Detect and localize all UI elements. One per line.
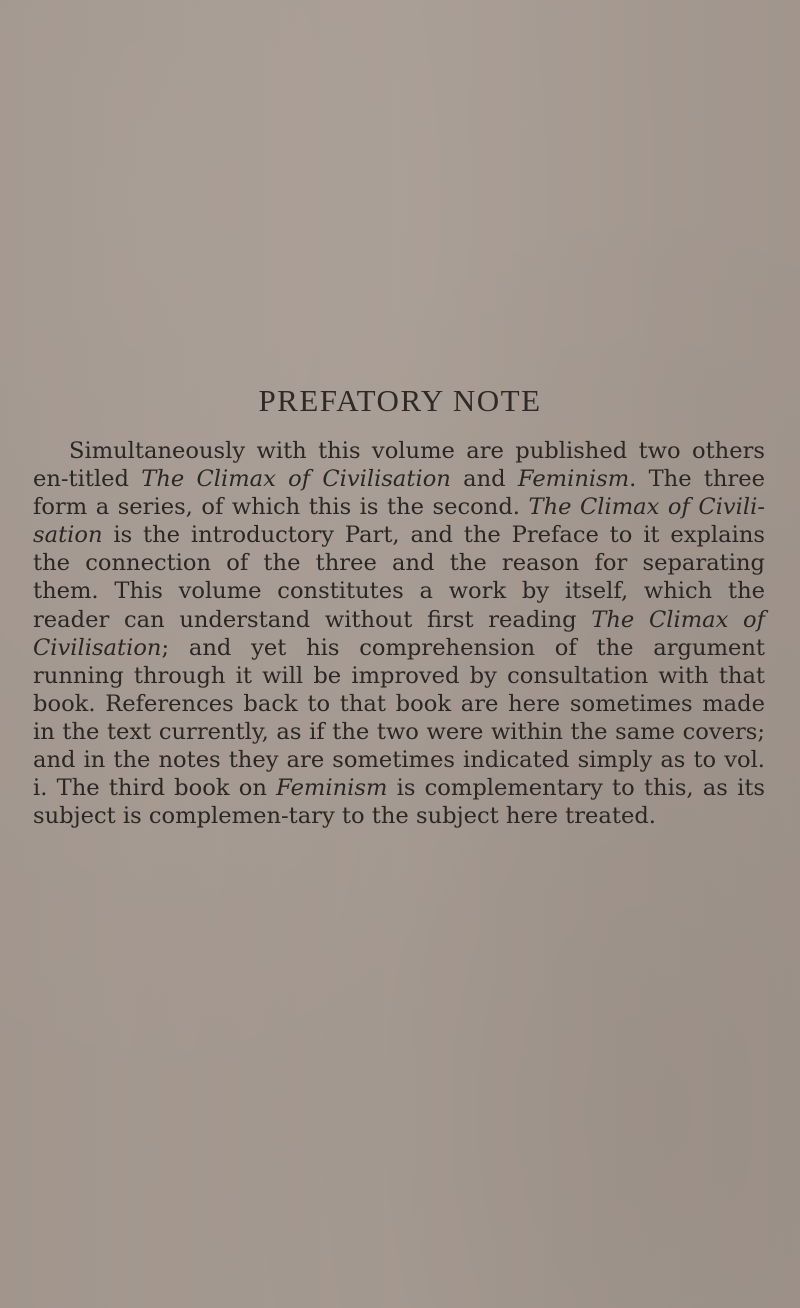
text-segment: is the introductory Part, and the Preface to it explains the connection of the three and the reason for separating them. This volume constitutes a work by itself, which the reader can understand without first reading <box>33 522 765 633</box>
body-text <box>33 437 765 830</box>
book-title: Feminism <box>517 466 630 493</box>
text-segment: is complementary to this, as its subject is complemen-tary to the subject here treated. <box>33 775 765 830</box>
book-title: The Climax of Civili-sation <box>33 494 765 549</box>
book-title: The Climax of Civilisation <box>33 606 765 661</box>
text-segment: ; and yet his comprehension of the argument running through it will be improved by consultation with that book. References back to that book are here sometimes made in the text currently, as if the two were within the same covers; and in the notes they are sometimes indicated simply as to vol. i. The third book on <box>33 634 765 802</box>
book-title: The Climax of Civilisation <box>141 466 451 493</box>
prefatory-paragraph <box>33 437 765 830</box>
text-segment: Simultaneously with this volume are published two others en-titled <box>33 438 765 493</box>
text-segment: . The three form a series, of which this is the second. <box>33 466 766 521</box>
page-title: PREFATORY NOTE <box>258 383 542 418</box>
text-segment: and <box>450 466 518 493</box>
book-title: Feminism <box>276 775 388 802</box>
